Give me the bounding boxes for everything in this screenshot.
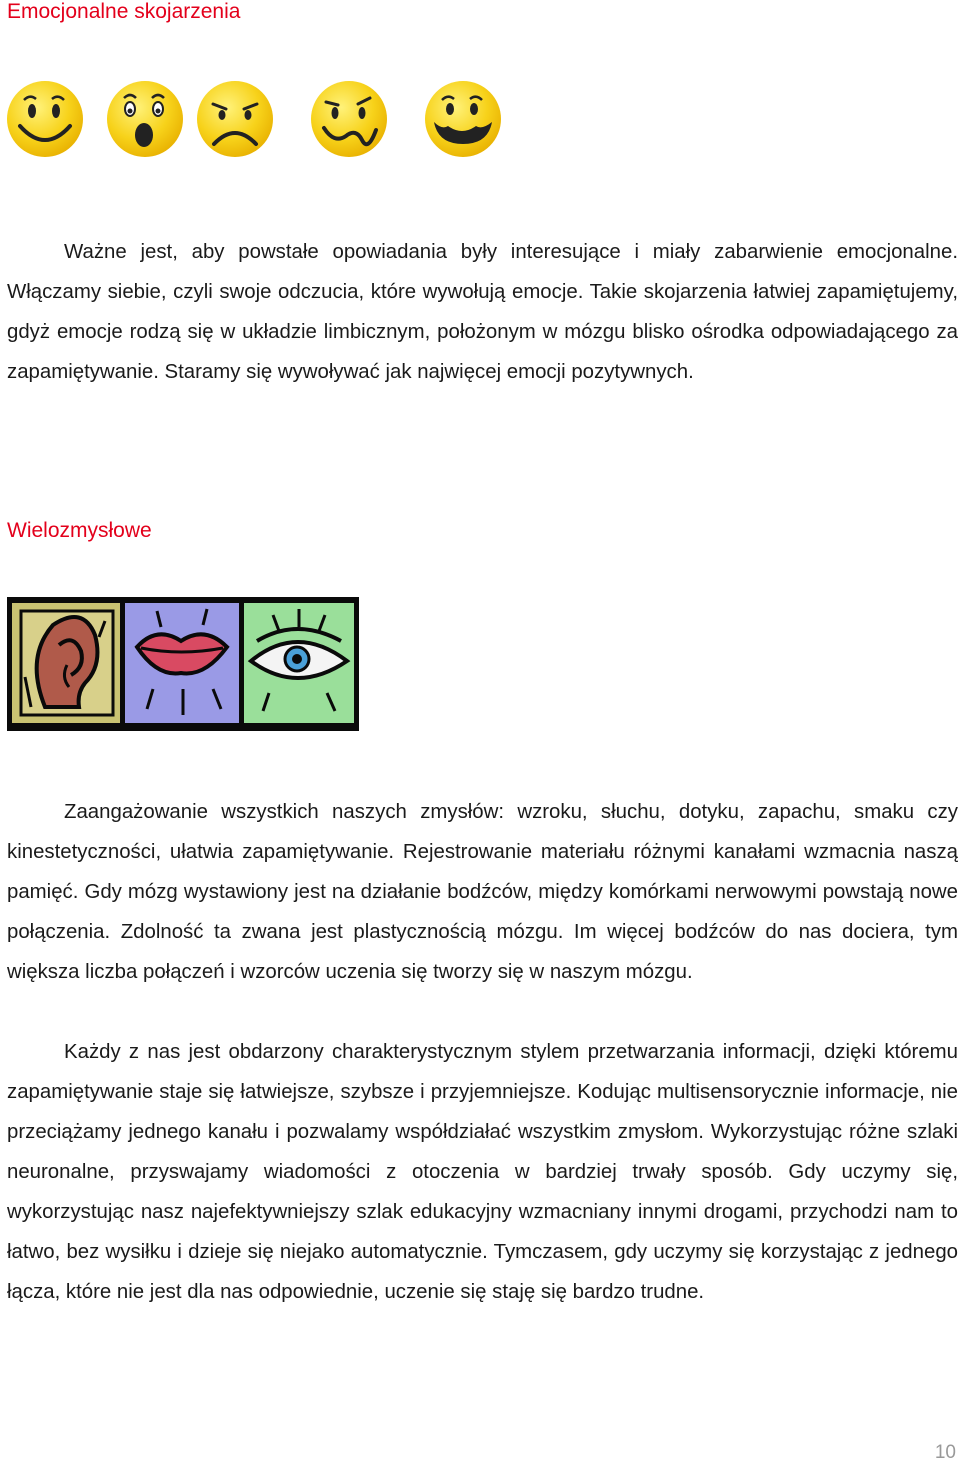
paragraph-multisensory-2: Każdy z nas jest obdarzony charakterystycznym stylem przetwarzania informacji, dzięki któremu zapamiętywanie staje się łatwiejsze, szybsze i przyjemniejsze. Kodując multisensorycznie informacje, nie przeciążamy jednego kanału i pozwalamy współdziałać wszystkim zmysłom. Wykorzystując różne szlaki neuronalne, przyswajamy wiadomości z otoczenia w bardziej trwały sposób. Gdy uczymy się, wykorzystując nasz najefektywniejszy szlak edukacyjny wzmacniany innymi drogami, przychodzi nam to łatwo, bez wysiłku i dzieje się niejako automatycznie. Tymczasem, gdy uczymy się korzystając z jednego łącza, które nie jest dla nas odpowiednie, uczenie się staję się bardzo trudne. (7, 1041, 958, 1303)
ear-icon (12, 603, 120, 723)
surprised-face-icon (106, 76, 184, 162)
page-number: 10 (934, 1442, 956, 1463)
happy-face-icon (6, 76, 84, 162)
lips-icon (125, 603, 239, 723)
senses-illustration (7, 597, 359, 731)
smirk-face-icon (310, 76, 388, 162)
section-heading-emotional: Emocjonalne skojarzenia (7, 0, 241, 23)
paragraph-emotional: Ważne jest, aby powstałe opowiadania były interesujące i miały zabarwienie emocjonalne. Włączamy siebie, czyli swoje odczucia, które wywołują emocje. Takie skojarzenia łatwiej zapamiętujemy, gdyż emocje rodzą się w układzie limbicznym, położonym w mózgu blisko ośrodka odpowiadającego za zapamiętywanie. Staramy się wywoływać jak najwięcej emocji pozytywnych. (7, 241, 958, 383)
smiley-row (6, 76, 506, 162)
eye-icon (244, 603, 354, 723)
sad-face-icon (196, 76, 274, 162)
laughing-face-icon (424, 76, 502, 162)
paragraph-multisensory-1: Zaangażowanie wszystkich naszych zmysłów: wzroku, słuchu, dotyku, zapachu, smaku czy kinestetyczności, ułatwia zapamiętywanie. Rejestrowanie materiału różnymi kanałami wzmacnia naszą pamięć. Gdy mózg wystawiony jest na działanie bodźców, między komórkami nerwowymi powstają nowe połączenia. Zdolność ta zwana jest plastycznością mózgu. Im więcej bodźców do nas dociera, tym większa liczba połączeń i wzorców uczenia się tworzy się w naszym mózgu. (7, 801, 958, 983)
section-heading-multisensory: Wielozmysłowe (7, 519, 152, 542)
